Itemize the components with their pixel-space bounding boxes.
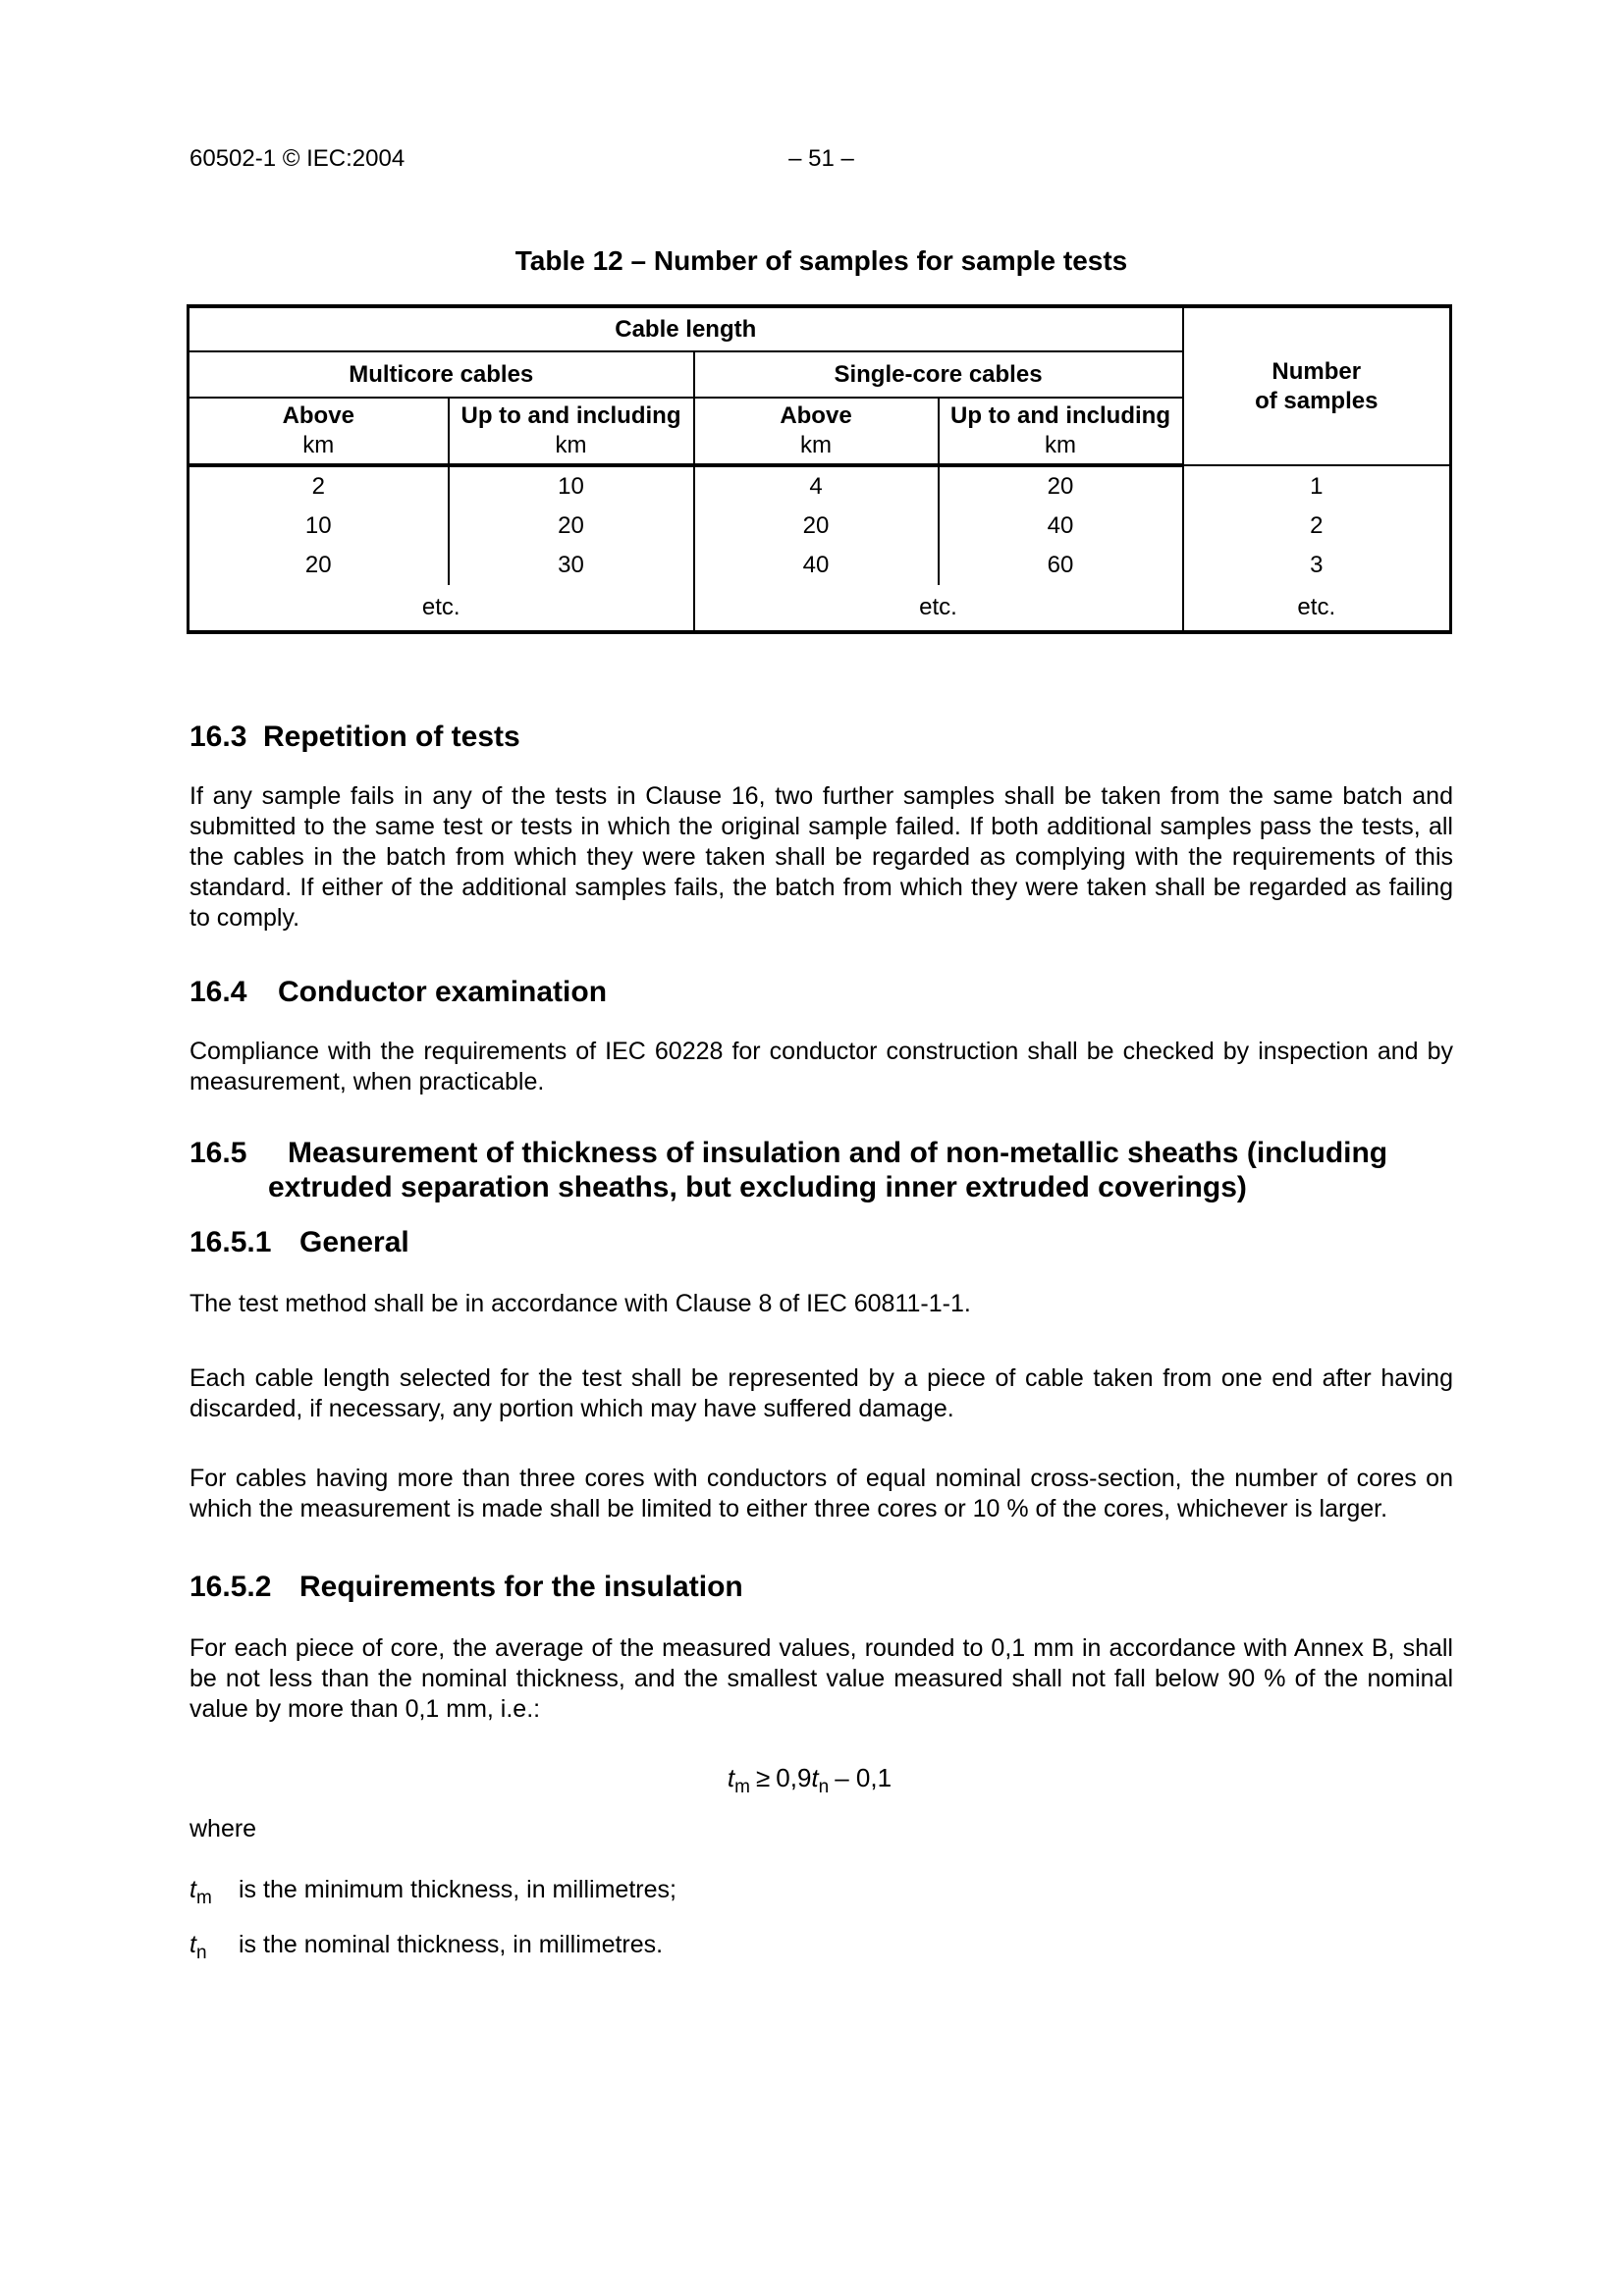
number-of-samples-line1: Number	[1271, 357, 1362, 385]
formula-tail: – 0,1	[835, 1763, 893, 1792]
cell-samples-3: 3	[1183, 546, 1451, 585]
header-cell-multicore: Multicore cables	[189, 351, 694, 398]
formula-coefficient: 0,9	[776, 1763, 812, 1792]
table-title: Table 12 – Number of samples for sample tests	[514, 245, 1128, 276]
cell-single-upto-1: 20	[939, 465, 1183, 507]
paragraph-16-3: If any sample fails in any of the tests in Clause 16, two further samples shall be taken from the same batch and submitted to the same test or tests in which the original sample failed. If both additional samples pass the tests, all the cables in the batch from which they were taken shall be regarded as complying with the requirements of this standard. If either of the additional samples fails, the batch from which they were taken shall be regarded as failing to comply.	[189, 782, 1453, 932]
cell-multicore-upto-3: 30	[449, 546, 694, 585]
cell-multicore-upto-1: 10	[449, 465, 694, 507]
paragraph-16-5-2: For each piece of core, the average of the measured values, rounded to 0,1 mm in accordance with Annex B, shall be not less than the nominal thickness, and the smallest value measured shall not fall below 90 % of the nominal value by more than 0,1 mm, i.e.:	[189, 1634, 1453, 1723]
formula-subscript-n: n	[818, 1777, 830, 1797]
header-cell-multicore-upto: Up to and including km	[449, 398, 694, 465]
definition-term-tn: $t_n$	[189, 1931, 207, 1963]
page-number: – 51 –	[788, 145, 854, 172]
cell-single-etc: etc.	[694, 585, 1183, 632]
paragraph-16-5-1-b: Each cable length selected for the test shall be represented by a piece of cable taken from one end after having discarded, if necessary, any portion which may have suffered damage.	[189, 1364, 1453, 1422]
formula-minimum-thickness	[189, 1763, 1453, 1797]
table-row-etc	[189, 585, 1451, 632]
section-heading-16-5-1	[189, 1224, 1453, 1261]
definition-tm	[189, 1875, 1453, 1908]
header-cell-number-of-samples	[1183, 306, 1451, 465]
number-of-samples-line2: of samples	[1255, 387, 1379, 414]
definition-term-tm: $t_m$	[189, 1876, 212, 1908]
formula-subscript-m: m	[734, 1777, 750, 1797]
samples-table	[187, 304, 1452, 634]
table-row	[189, 465, 1451, 507]
cell-single-above-3: 40	[694, 546, 939, 585]
table-row	[189, 507, 1451, 546]
section-number: 16.5.2	[189, 1571, 272, 1603]
definition-text-tm: is the minimum thickness, in millimetres;	[239, 1876, 676, 1903]
cell-multicore-above-3: 20	[189, 546, 449, 585]
section-number: 16.4	[189, 976, 247, 1008]
cell-single-upto-3: 60	[939, 546, 1183, 585]
definition-tn	[189, 1930, 1453, 1963]
header-cell-single-above: Above km	[694, 398, 939, 465]
cell-single-above-2: 20	[694, 507, 939, 546]
cell-samples-1: 1	[1183, 465, 1451, 507]
paragraph-16-5-1-c: For cables having more than three cores with conductors of equal nominal cross-section, the number of cores on which the measurement is made shall be limited to either three cores or 10 % of the cores, whichever is larger.	[189, 1465, 1453, 1522]
paragraph-16-4: Compliance with the requirements of IEC 60228 for conductor construction shall be checked by inspection and by measurement, when practicable.	[189, 1038, 1453, 1095]
section-title: Measurement of thickness of insulation and of non-metallic sheaths (including extruded separation sheaths, but excluding inner extruded coverings)	[268, 1137, 1388, 1203]
header-cell-single-core: Single-core cables	[694, 351, 1183, 398]
section-title: Repetition of tests	[263, 721, 520, 753]
section-title: Requirements for the insulation	[299, 1571, 743, 1603]
section-heading-16-4	[189, 974, 1453, 1011]
cell-samples-etc: etc.	[1183, 585, 1451, 632]
table-row	[189, 546, 1451, 585]
header-cell-multicore-above: Above km	[189, 398, 449, 465]
cell-multicore-etc: etc.	[189, 585, 694, 632]
header-cell-cable-length: Cable length	[189, 306, 1183, 351]
section-number: 16.5.1	[189, 1226, 272, 1258]
section-heading-16-3	[189, 719, 1453, 756]
formula-variable-tm: t	[727, 1763, 735, 1792]
section-heading-16-5	[189, 1136, 1453, 1204]
formula-variable-tn: t	[811, 1763, 819, 1792]
section-number: 16.5	[189, 1137, 247, 1169]
cell-single-above-1: 4	[694, 465, 939, 507]
definition-text-tn: is the nominal thickness, in millimetres.	[239, 1931, 664, 1958]
page-content	[189, 0, 1453, 1963]
cell-multicore-above-2: 10	[189, 507, 449, 546]
cell-multicore-upto-2: 20	[449, 507, 694, 546]
document-reference: 60502-1 © IEC:2004	[189, 145, 406, 172]
paragraph-16-5-1-a: The test method shall be in accordance with Clause 8 of IEC 60811-1-1.	[189, 1290, 971, 1317]
header-cell-single-upto: Up to and including km	[939, 398, 1183, 465]
cell-multicore-above-1: 2	[189, 465, 449, 507]
formula-operator: ≥	[755, 1763, 771, 1792]
where-label: where	[189, 1815, 257, 1842]
table-header-row-1	[189, 306, 1451, 351]
section-heading-16-5-2	[189, 1569, 1453, 1606]
cell-samples-2: 2	[1183, 507, 1451, 546]
section-title: Conductor examination	[278, 976, 608, 1008]
cell-single-upto-2: 40	[939, 507, 1183, 546]
section-title: General	[299, 1226, 409, 1258]
section-number: 16.3	[189, 721, 247, 753]
